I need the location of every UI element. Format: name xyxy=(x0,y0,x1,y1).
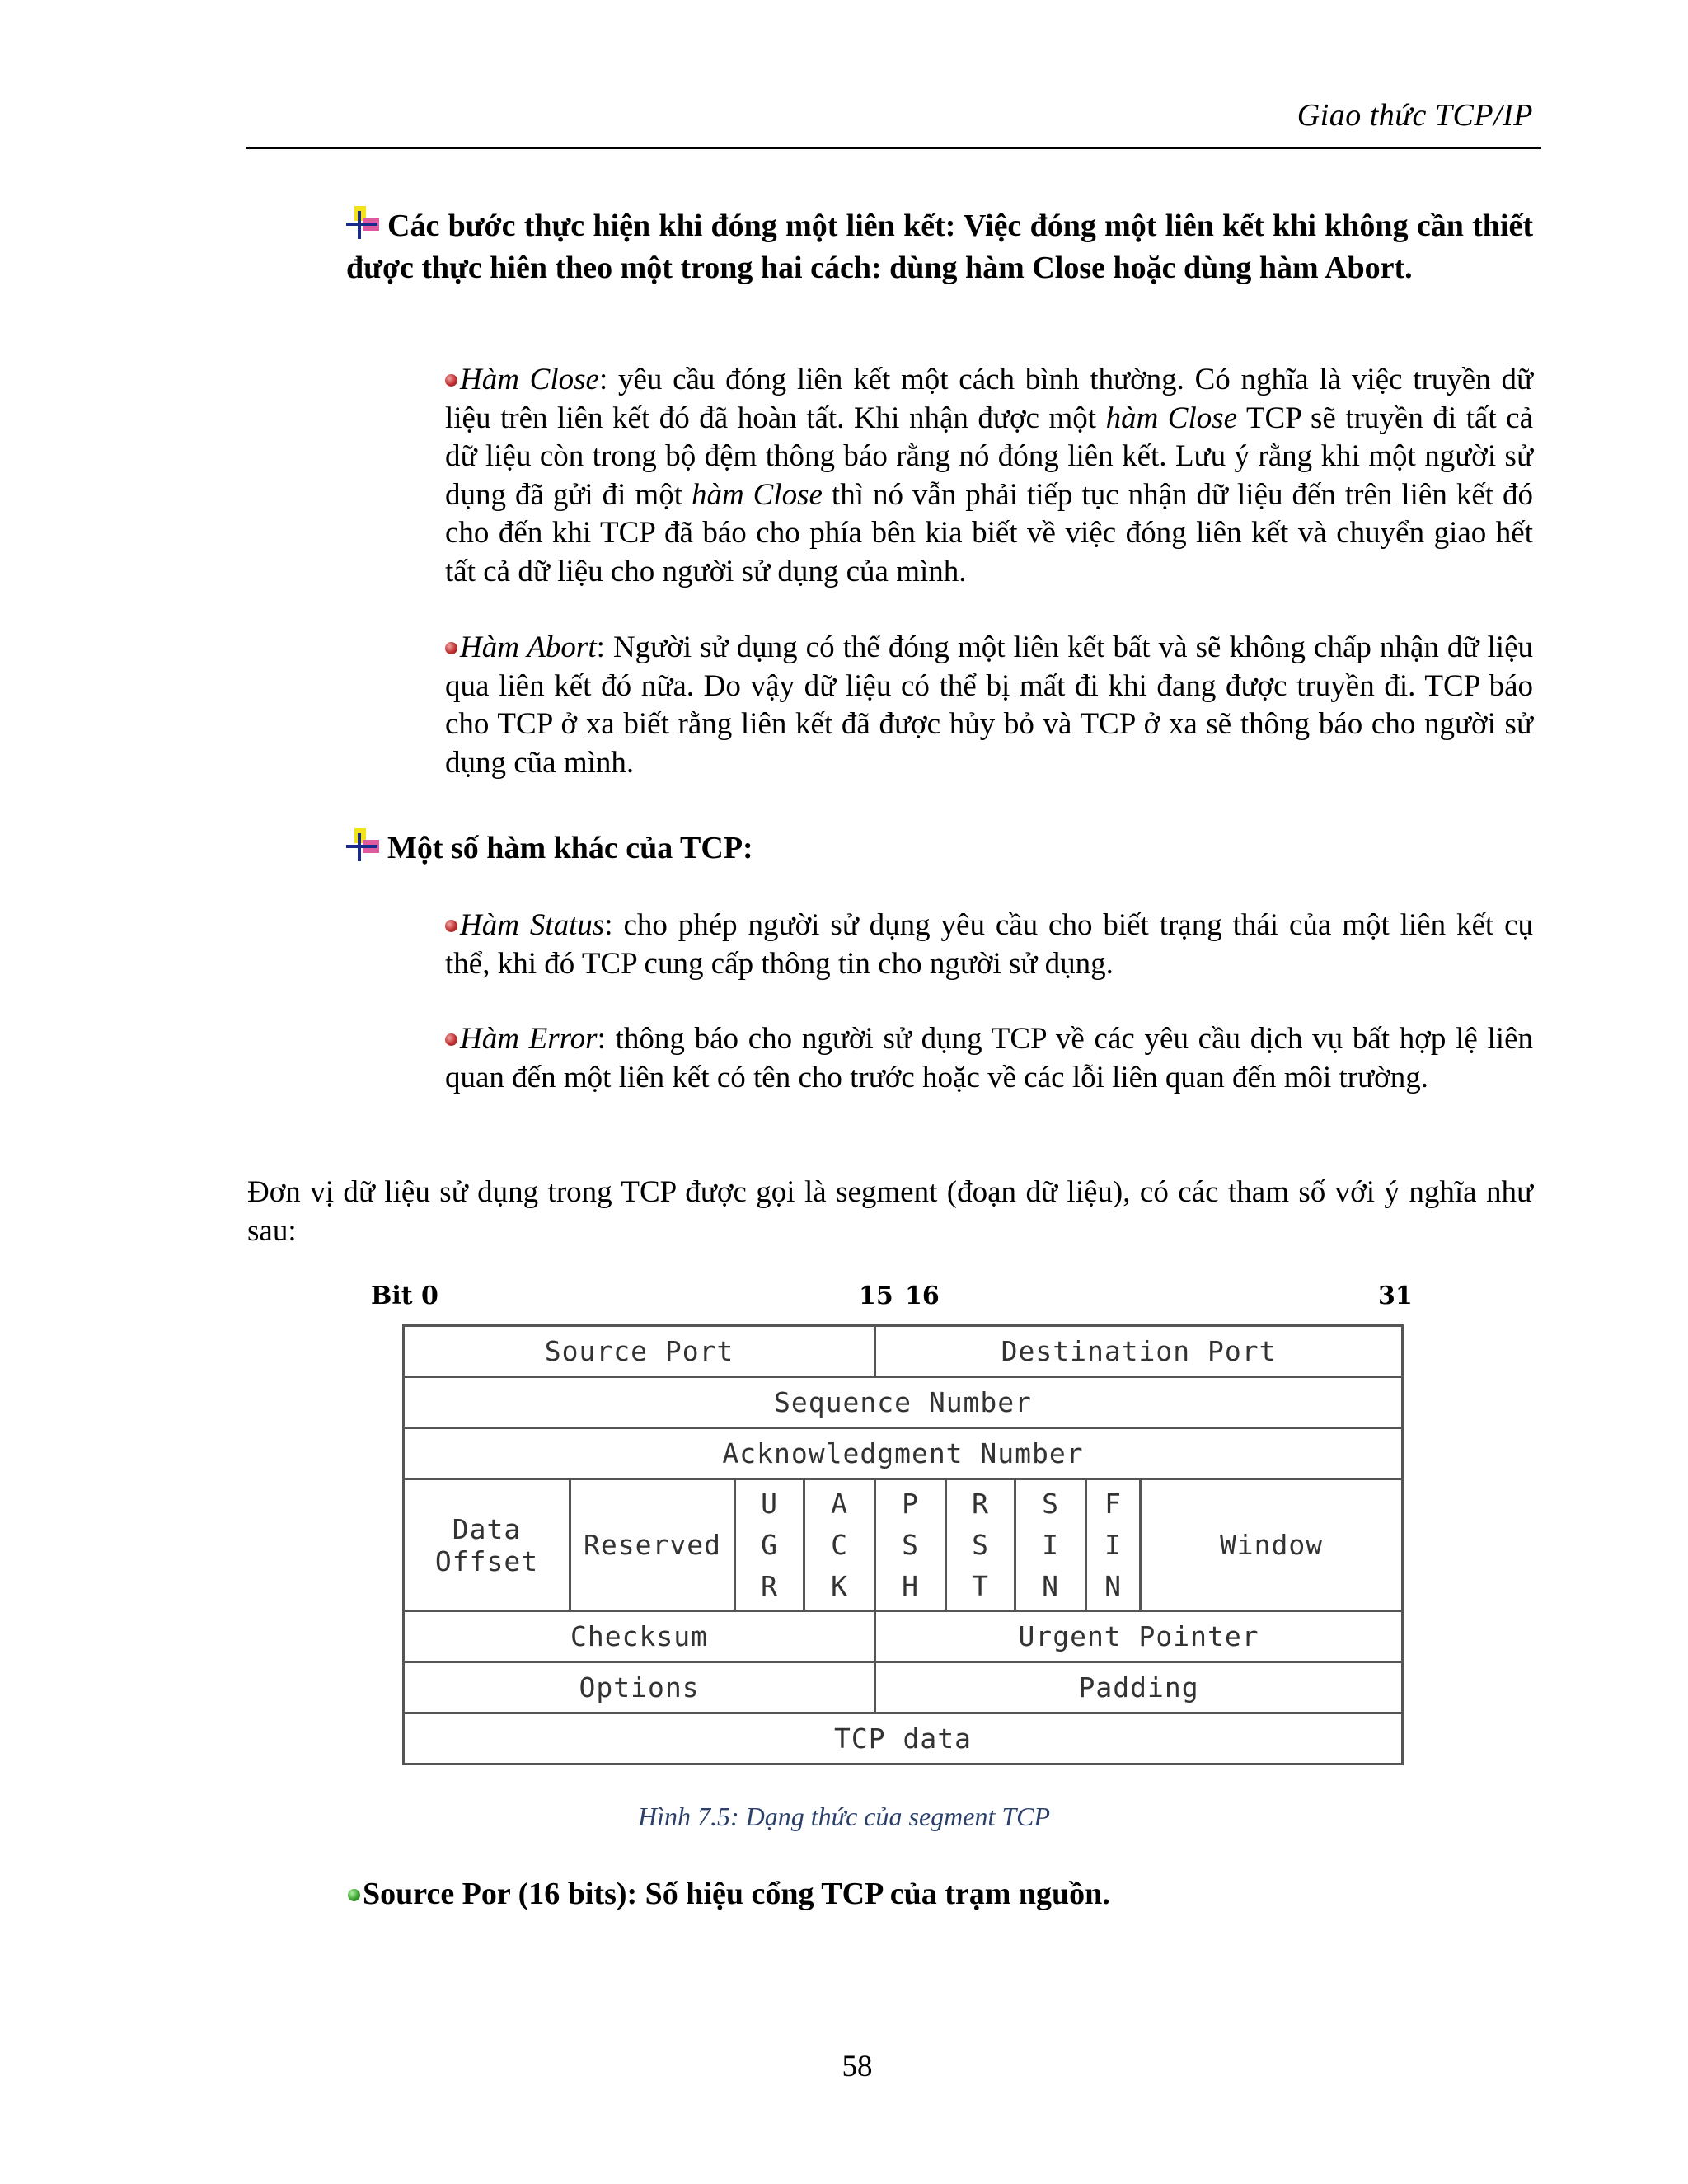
source-port-description xyxy=(348,1875,1535,1914)
data-offset-field xyxy=(404,1479,570,1611)
options-field: Options xyxy=(404,1662,875,1713)
close-term-2: hàm Close xyxy=(1105,401,1238,435)
reserved-field: Reserved xyxy=(570,1479,735,1611)
flag-rst: R S T xyxy=(946,1479,1015,1611)
flag-urg: U G R xyxy=(735,1479,804,1611)
abort-text: : Người sử dụng có thể đóng một liên kết bất và sẽ không chấp nhận dữ liệu qua liên kết đó nữa. Do vậy dữ liệu có thể bị mất đi khi đang được truyền đi. TCP báo cho TCP ở xa biết rằng liên kết đã được hủy bỏ và TCP ở xa sẽ thông báo cho người sử dụng cũa mình. xyxy=(445,630,1533,780)
destination-port-field: Destination Port xyxy=(875,1326,1403,1377)
error-term: Hàm Error xyxy=(460,1022,598,1056)
abort-function-paragraph xyxy=(445,629,1533,782)
red-ball-bullet-icon xyxy=(445,920,457,932)
bit-15-label: 15 xyxy=(859,1282,893,1310)
padding-field: Padding xyxy=(875,1662,1403,1713)
bit-0-label: Bit 0 xyxy=(371,1282,438,1310)
checksum-field: Checksum xyxy=(404,1611,875,1662)
abort-term: Hàm Abort xyxy=(460,630,597,664)
bit-31-label: 31 xyxy=(1378,1282,1413,1310)
header-rule xyxy=(246,147,1541,149)
acknowledgment-number-field: Acknowledgment Number xyxy=(404,1428,1403,1479)
close-function-paragraph xyxy=(445,361,1533,591)
cross-bullet-icon xyxy=(346,828,386,871)
flag-ack: A C K xyxy=(804,1479,875,1611)
page-number: 58 xyxy=(842,2050,873,2083)
window-field: Window xyxy=(1141,1479,1403,1611)
segment-intro-paragraph: Đơn vị dữ liệu sử dụng trong TCP được gọi là segment (đoạn dữ liệu), có các tham số với ý nghĩa như sau: xyxy=(247,1175,1533,1248)
close-term: Hàm Close xyxy=(460,363,599,396)
source-port-description-text: Source Por (16 bits): Số hiệu cổng TCP của trạm nguồn. xyxy=(363,1877,1110,1911)
close-text-2: TCP sẽ truyền đi tất cả dữ liệu còn trong bộ đệm thông báo rằng nó đóng liên kết. Lưu ý rằng khi một người sử dụng đã gửi đi một xyxy=(445,401,1533,512)
data-offset-line-1: Data xyxy=(452,1512,522,1545)
error-text: : thông báo cho người sử dụng TCP về các yêu cầu dịch vụ bất hợp lệ liên quan đến một liên kết có tên cho trước hoặc về các lỗi liên quan đến môi trường. xyxy=(445,1022,1533,1094)
red-ball-bullet-icon xyxy=(445,642,457,654)
running-header: Giao thức TCP/IP xyxy=(1296,98,1533,133)
status-function-paragraph xyxy=(445,907,1533,983)
green-ball-bullet-icon xyxy=(348,1889,360,1901)
close-text-1: : yêu cầu đóng liên kết một cách bình thường. Có nghĩa là việc truyền dữ liệu trên liên kết đó đã hoàn tất. Khi nhận được một xyxy=(445,363,1533,435)
error-function-paragraph xyxy=(445,1020,1533,1097)
close-steps-heading-text: Các bước thực hiện khi đóng một liên kết: Việc đóng một liên kết khi không cần thiết được thực hiên theo một trong hai cách: dùng hàm Close hoặc dùng hàm Abort. xyxy=(346,209,1533,285)
bit-16-label: 16 xyxy=(905,1282,940,1310)
tcp-segment-diagram xyxy=(371,1282,1413,1776)
sequence-number-field: Sequence Number xyxy=(404,1377,1403,1428)
close-text-3: thì nó vẫn phải tiếp tục nhận dữ liệu đến trên liên kết đó cho đến khi TCP đã báo cho phía bên kia biết về việc đóng liên kết và chuyển giao hết tất cả dữ liệu cho người sử dụng của mình. xyxy=(445,477,1533,588)
segment-format-table xyxy=(402,1324,1404,1765)
data-offset-line-2: Offset xyxy=(434,1544,539,1577)
cross-bullet-icon xyxy=(346,206,386,249)
flag-psh: P S H xyxy=(875,1479,946,1611)
red-ball-bullet-icon xyxy=(445,1033,457,1046)
flag-fin: F I N xyxy=(1086,1479,1141,1611)
close-term-3: hàm Close xyxy=(691,477,823,512)
urgent-pointer-field: Urgent Pointer xyxy=(875,1611,1403,1662)
other-functions-heading xyxy=(346,828,1533,871)
status-text: : cho phép người sử dụng yêu cầu cho biết trạng thái của một liên kết cụ thể, khi đó TCP cung cấp thông tin cho người sử dụng. xyxy=(445,908,1533,981)
tcp-data-field: TCP data xyxy=(404,1713,1403,1765)
close-steps-heading xyxy=(346,206,1533,288)
other-functions-heading-text: Một số hàm khác của TCP: xyxy=(387,831,753,865)
source-port-field: Source Port xyxy=(404,1326,875,1377)
status-term: Hàm Status xyxy=(460,908,605,942)
figure-caption: Hình 7.5: Dạng thức của segment TCP xyxy=(637,1802,1051,1831)
flag-syn: S I N xyxy=(1015,1479,1086,1611)
red-ball-bullet-icon xyxy=(445,374,457,387)
